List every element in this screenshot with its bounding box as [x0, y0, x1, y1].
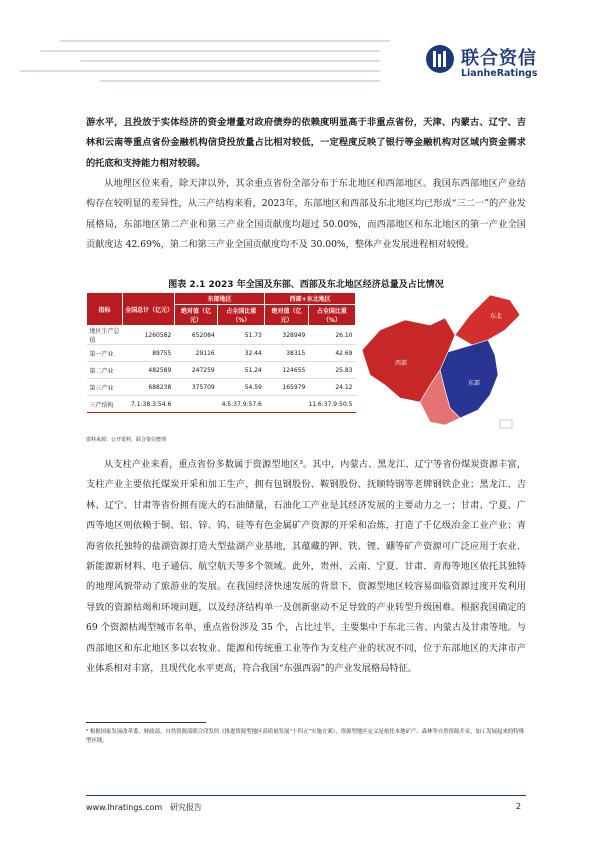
- page-number: 2: [516, 802, 522, 811]
- col-east-abs: 绝对值（亿元）: [174, 305, 217, 326]
- col-west-share: 占全国比重（%）: [308, 305, 355, 326]
- lianhe-logo-icon: [425, 44, 455, 74]
- table-row: 三产结构 7.1:38.3:54.6 4.5:37.9:57.6 11.6:37.9:50.5: [87, 396, 356, 413]
- map-label-east: 东部: [468, 380, 481, 387]
- table-row: 第三产业 688238 375709 54.59 165979 24.12: [87, 379, 356, 396]
- table-row: 第二产业 482589 247259 51.24 124655 25.83: [87, 362, 356, 379]
- table-caption: 图表 2.1 2023 年全国及东部、西部及东北地区经济总量及占比情况: [168, 280, 444, 290]
- col-west: 西部+东北地区: [265, 293, 356, 305]
- col-east: 东部地区: [174, 293, 265, 305]
- logo-english: LianheRatings: [461, 68, 538, 79]
- table-source: 资料来源：公开资料，联合资信整理: [86, 437, 167, 443]
- header-decoration: [0, 30, 400, 88]
- table-row: 地区生产总值 1260582 652084 51.73 328949 26.10: [87, 326, 356, 345]
- economy-table: [86, 292, 356, 413]
- map-northeast-region: [455, 295, 520, 345]
- logo-chinese: 联合资信: [461, 48, 537, 69]
- table-row: 第一产业 89755 29116 32.44 38315 42.69: [87, 345, 356, 362]
- footer-left: [86, 802, 202, 813]
- paragraph-geography: [86, 174, 526, 256]
- map-label-northeast: 东北: [490, 313, 503, 320]
- footer-site[interactable]: www.lhratings.com: [86, 803, 163, 812]
- paragraph-industry: [86, 455, 526, 679]
- footnote: ³ 根据国家发展改革委、财政部、自然资源部联合印发的《推进资源型地区高质量发展“十四五”实施方案》，资源型地区定义是依托本地矿产、森林等自然资源开采、加工发展起来的特殊型区域。: [86, 729, 525, 744]
- footer-divider: [86, 795, 526, 796]
- col-east-share: 占全国比重（%）: [218, 305, 265, 326]
- col-total: 全国总计（亿元）: [123, 293, 175, 326]
- map-label-west: 西部: [395, 360, 408, 367]
- paragraph-intro: [86, 113, 526, 174]
- china-region-map: [360, 290, 526, 436]
- col-indicator: 指标: [87, 293, 123, 326]
- footer-type: 研究报告: [169, 803, 202, 812]
- paragraph-text: 游水平，且投放于实体经济的资金增量对政府债券的依赖度明显高于非重点省份，天津、内蒙古、辽宁、吉林和云南等重点省份金融机构信贷投放量占比相对较低，一定程度反映了银行等金融机构对区域内资金需求的托底和支持能力相对较弱。: [86, 117, 526, 169]
- paragraph-text: 从地理区位来看，除天津以外，其余重点省份全部分布于东北地区和西部地区。我国东西部地区产业结构存在较明显的差异性，从三产结构来看，2023年，东部地区和西部及东北地区均已形成“三二一”的产业发展格局，东部地区第二产业和第三产业全国贡献度均超过 50.00%，而西部地区和东北地区的第一产业全国贡献度达 42.69%，第二和第三产业全国贡献度均不及 30.00%，整体产业发展进程相对较慢。: [86, 178, 526, 251]
- paragraph-text: 从支柱产业来看，重点省份多数属于资源型地区³。其中，内蒙古、黑龙江、辽宁等省份煤炭资源丰富，支柱产业主要依托煤炭开采和加工生产，拥有包钢股份、鞍钢股份、抚顺特钢等老牌钢铁企业；黑龙江、吉林、辽宁、甘肃等省份拥有庞大的石油储量，石油化工产业是其经济发展的主要动力之一；甘肃、宁夏、广西等地区则依赖于铜、铝、锌、钨、硅等有色金属矿产资源的开采和冶炼，打造了千亿级冶金工业产业；青海省依托独特的盐湖资源打造大型盐湖产业基地，其蕴藏的钾、铁、锂、硼等矿产资源可广泛应用于农业、新能源新材料、电子通信、航空航天等多个领域。此外，贵州、云南、宁夏、甘肃、青海等地区依托其独特的地理风貌带动了旅游业的发展。在我国经济快速发展的背景下，资源型地区较容易面临资源过度开发利用导致的资源枯竭和环境问题，以及经济结构单一及创新驱动不足导致的产业转型升级困难。根据我国确定的 69 个资源枯竭型城市名单，重点省份涉及 35 个，占比过半，主要集中于东北三省、内蒙古及甘肃等地。与西部地区和东北地区多以农牧业、能源和传统重工业等作为支柱产业的状况不同，位于东部地区的天津市产业体系相对丰富，且现代化水平更高，符合我国“东强西弱”的产业发展格局特征。: [86, 459, 526, 675]
- col-west-abs: 绝对值（亿元）: [265, 305, 308, 326]
- footnote-divider: [86, 722, 206, 723]
